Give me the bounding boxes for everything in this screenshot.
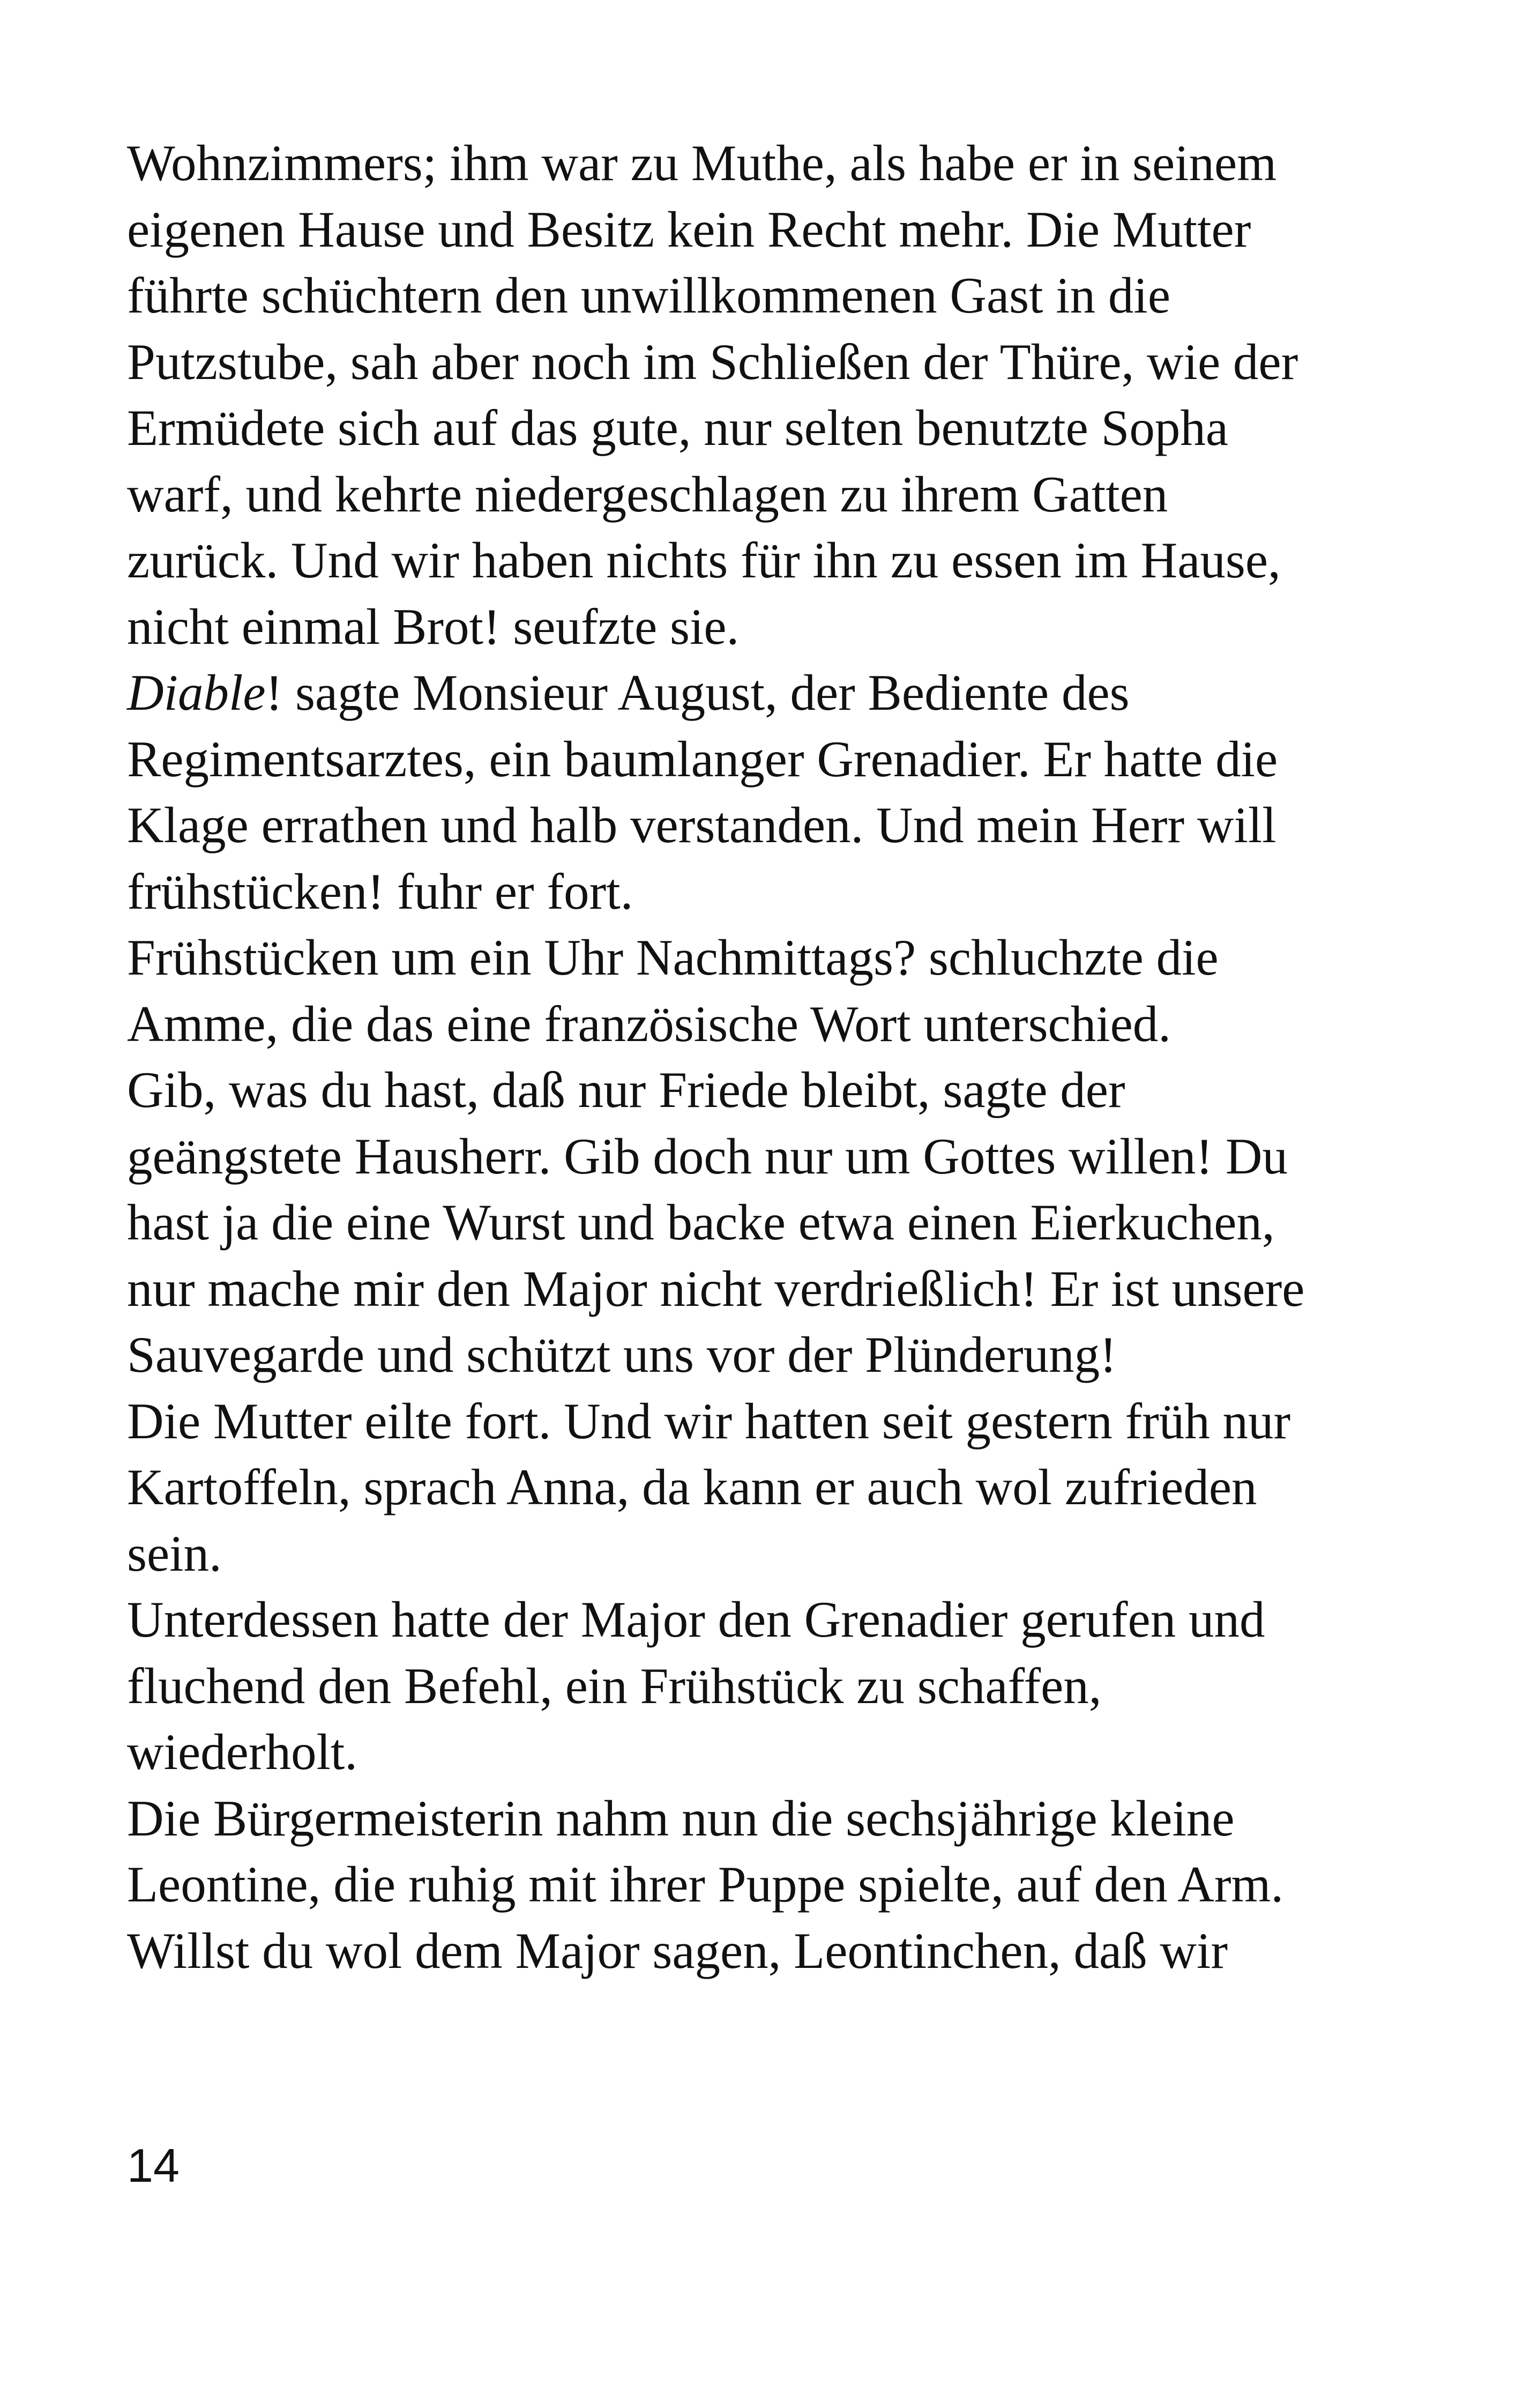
text-line: führte schüchtern den unwillkommenen Gast in die [127,267,1170,324]
text-line: eigenen Hause und Besitz kein Recht mehr. Die Mutter [127,200,1251,258]
text-line: hast ja die eine Wurst und backe etwa einen Eierkuchen, [127,1194,1275,1251]
text-line: fluchend den Befehl, ein Frühstück zu schaffen, [127,1657,1102,1714]
text-line: sein. [127,1525,222,1582]
text-line: frühstücken! fuhr er fort. [127,863,633,920]
text-line: Wohnzimmers; ihm war zu Muthe, als habe er in seinem [127,135,1277,191]
text-line: Leontine, die ruhig mit ihrer Puppe spielte, auf den Arm. [127,1856,1284,1913]
text-line: Unterdessen hatte der Major den Grenadier gerufen und [127,1591,1265,1648]
text-line: Regimentsarztes, ein baumlanger Grenadier. Er hatte die [127,730,1278,787]
text-line: geängstete Hausherr. Gib doch nur um Gottes willen! Du [127,1127,1288,1185]
text-line: wiederholt. [127,1723,358,1780]
text-line: Die Mutter eilte fort. Und wir hatten seit gestern früh nur [127,1392,1291,1450]
text-line: Frühstücken um ein Uhr Nachmittags? schluchzte die [127,929,1219,986]
text-line: warf, und kehrte niedergeschlagen zu ihrem Gatten [127,465,1168,523]
text-line: nicht einmal Brot! seufzte sie. [127,598,740,655]
italic-word: Diable [127,664,266,721]
text-line: Klage errathen und halb verstanden. Und mein Herr will [127,797,1276,853]
body-text [127,130,1424,1984]
text-line: Sauvegarde und schützt uns vor der Plünderung! [127,1326,1117,1383]
text-line: zurück. Und wir haben nichts für ihn zu essen im Hause, [127,532,1281,589]
text-line: Amme, die das eine französische Wort unterschied. [127,995,1171,1052]
text-line: Ermüdete sich auf das gute, nur selten benutzte Sopha [127,399,1229,456]
page-number: 14 [127,2139,180,2192]
text-line: Willst du wol dem Major sagen, Leontinchen, daß wir [127,1922,1228,1979]
text-line: Putzstube, sah aber noch im Schließen der Thüre, wie der [127,333,1298,390]
text-line: Gib, was du hast, daß nur Friede bleibt, sagte der [127,1061,1125,1118]
text-line: Kartoffeln, sprach Anna, da kann er auch wol zufrieden [127,1459,1257,1515]
text-line-rest: ! sagte Monsieur August, der Bediente des [265,664,1130,721]
text-line [127,660,1424,726]
text-line: Die Bürgermeisterin nahm nun die sechsjährige kleine [127,1789,1235,1847]
text-line: nur mache mir den Major nicht verdrießlich! Er ist unsere [127,1260,1305,1317]
